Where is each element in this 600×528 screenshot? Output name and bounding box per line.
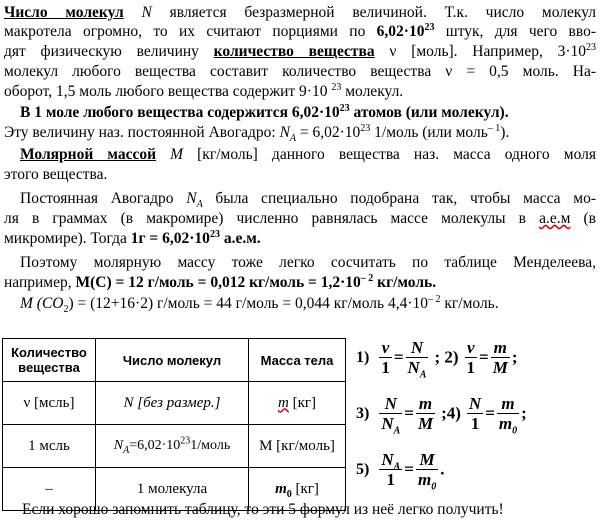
denominator: M bbox=[492, 358, 508, 377]
p2-text: = 6,02·10 bbox=[296, 124, 361, 141]
p1-text: штук, для чего вво- bbox=[434, 23, 596, 40]
p1-text: молекул любого вещества составит количество вещества ν = 0,5 моль. На- bbox=[4, 63, 596, 80]
denominator: $m_0$ bbox=[417, 470, 437, 493]
quantities-table bbox=[2, 338, 346, 511]
subscript: A bbox=[196, 199, 203, 211]
exponent: 23 bbox=[360, 122, 371, 134]
p4-text: была специально подобрана так, чтобы масса мо- bbox=[202, 190, 596, 207]
numerator: m bbox=[497, 394, 519, 414]
p2-line1 bbox=[20, 103, 509, 122]
exponent: – 2 bbox=[360, 272, 374, 284]
denominator: 1 bbox=[381, 358, 390, 377]
fraction bbox=[465, 338, 478, 377]
fraction bbox=[416, 394, 435, 433]
symbol-N: N bbox=[279, 124, 290, 141]
denominator: $m_0$ bbox=[498, 414, 518, 437]
table-cell bbox=[96, 425, 249, 468]
p4-text: (в bbox=[570, 210, 597, 227]
p1-text: оборот, 1,5 моль любого вещества содержит 9·10 bbox=[4, 83, 332, 100]
p1-text: молекул. bbox=[341, 83, 404, 100]
gram-amu-relation: 1г = 6,02·10 bbox=[130, 230, 210, 247]
table-cell: ν [мсль] bbox=[3, 382, 96, 425]
cell-text: [кг] bbox=[291, 480, 319, 497]
table-header-row bbox=[3, 339, 346, 382]
fraction bbox=[497, 394, 519, 437]
exponent: 23 bbox=[424, 21, 435, 33]
p4-line2 bbox=[4, 209, 596, 228]
exponent: 23 bbox=[331, 81, 342, 93]
amu-term: а.е.м bbox=[539, 210, 571, 227]
p3-line1 bbox=[20, 145, 596, 164]
numerator: N bbox=[406, 338, 429, 358]
table-cell: N [без размер.] bbox=[96, 382, 249, 425]
p1-text: ν [моль]. Например, 3·10 bbox=[374, 43, 586, 60]
p4-text: Постоянная Авогадро bbox=[20, 190, 187, 207]
symbol-N: N bbox=[141, 4, 152, 21]
p1-text: макротела огромно, то их считают порциями по bbox=[4, 23, 377, 40]
p5-line2 bbox=[4, 273, 436, 292]
subscript: 2 bbox=[63, 304, 69, 316]
p4-text: микромире). Тогда bbox=[4, 230, 131, 247]
p1-line2 bbox=[4, 22, 596, 41]
p2-line2 bbox=[4, 122, 510, 145]
p3-line2 bbox=[4, 165, 107, 184]
numerator: M bbox=[416, 450, 438, 470]
denominator: 1 bbox=[386, 470, 396, 489]
formula-1-2: 1) $\frac{\nu}{1}$ = $\frac{N}{N_A}$ ; 2) $\frac{\nu}{1}$ = $\frac{m}{M}$ ; bbox=[356, 338, 518, 381]
p1-text: является безразмерной величиной. Т.к. число молекул bbox=[151, 4, 596, 21]
p5-text: кг/моль. bbox=[440, 295, 499, 312]
p1-line5 bbox=[4, 82, 403, 101]
exponent: 23 bbox=[586, 41, 596, 53]
carbon-molar-mass: M(C) = 12 г/моль = 0,012 кг/моль = 1,2·10 bbox=[75, 274, 361, 291]
fraction bbox=[491, 338, 510, 377]
term-amount-of-substance: количество вещества bbox=[213, 43, 375, 60]
p2-text: Эту величину наз. постоянной Авогадро: bbox=[4, 124, 280, 141]
p2-text: В 1 моле любого вещества содержится 6,02·10 bbox=[20, 104, 340, 121]
formula-label: 3) bbox=[356, 404, 370, 422]
footer-text: Если хорошо запомнить таблицу, то эти 5 формул из неё легко получить! bbox=[22, 501, 504, 518]
fraction bbox=[379, 338, 392, 377]
denominator: M bbox=[417, 414, 434, 433]
separator: ;4) bbox=[441, 403, 461, 423]
header-amount: Количество вещества bbox=[3, 339, 96, 382]
fraction bbox=[467, 394, 483, 433]
exponent: – 2 bbox=[428, 293, 441, 305]
separator: ; bbox=[511, 347, 518, 367]
p5-text: например, bbox=[4, 274, 76, 291]
table-cell: M [кг/моль] bbox=[249, 425, 346, 468]
separator: ; bbox=[521, 403, 527, 423]
subscript: A bbox=[289, 133, 297, 145]
p1-line3 bbox=[4, 42, 596, 61]
denominator: $N_A$ bbox=[381, 414, 401, 437]
p5-text: ) = (12+16·2) г/моль = 44 г/моль = 0,044 кг/моль 4,4·10 bbox=[68, 295, 429, 312]
table-cell: 1 мсль bbox=[3, 425, 96, 468]
fraction bbox=[379, 450, 402, 489]
p4-text: а.е.м. bbox=[219, 230, 261, 247]
fraction bbox=[416, 450, 438, 493]
symbol-M: M bbox=[156, 146, 184, 163]
symbol-N: N bbox=[113, 438, 124, 453]
exponent: 23 bbox=[339, 102, 350, 114]
table-row bbox=[3, 382, 346, 425]
denominator: 1 bbox=[470, 414, 480, 433]
p3-text: [кг/моль] данного вещества наз. масса одного моля bbox=[183, 146, 596, 163]
formula-label: 1) bbox=[356, 348, 370, 366]
p1-text: дят физическую величину bbox=[4, 43, 214, 60]
numerator: ν bbox=[465, 338, 478, 358]
exponent: 23 bbox=[209, 228, 220, 240]
numerator: N bbox=[379, 394, 402, 414]
header-molecules: Число молекул bbox=[96, 339, 249, 382]
table-cell: 1 молекула bbox=[96, 468, 249, 511]
p2-text: ). bbox=[500, 124, 510, 141]
term-molar-mass: Молярной массой bbox=[20, 146, 157, 163]
denominator: 1 bbox=[466, 358, 476, 377]
subscript: A bbox=[123, 444, 130, 456]
numerator: m bbox=[491, 338, 510, 358]
p5-text: Поэтому молярную массу тоже легко сосчитать по таблице Менделеева, bbox=[20, 254, 596, 271]
avogadro-portion: 6,02·10 bbox=[376, 23, 425, 40]
formula-3-4: 3) $\frac{N}{N_A}$ = $\frac{m}{M}$ ;4) $\frac{N}{1}$ = $\frac{m}{m_0}$ ; bbox=[356, 394, 527, 437]
numerator: ν bbox=[379, 338, 392, 358]
symbol-N: N bbox=[186, 190, 197, 207]
formula-label: 5) bbox=[356, 460, 370, 478]
numerator: N bbox=[468, 394, 482, 413]
p2-text: атомов (или молекул). bbox=[349, 104, 509, 121]
separator: ; 2) bbox=[434, 347, 459, 367]
table-cell: m [кг] bbox=[249, 382, 346, 425]
numerator: m bbox=[416, 394, 435, 414]
table-row bbox=[3, 425, 346, 468]
p2-text: 1/моль (или моль bbox=[370, 124, 488, 141]
fraction bbox=[379, 394, 402, 437]
p5-line1 bbox=[20, 253, 596, 272]
denominator: $N_A$ bbox=[407, 358, 427, 381]
numerator: $N_A$ bbox=[381, 450, 401, 473]
formulas-block bbox=[356, 338, 596, 498]
exponent: – 1 bbox=[487, 122, 501, 134]
separator: . bbox=[440, 459, 445, 479]
p1-line4 bbox=[4, 62, 596, 81]
p5-text: кг/моль. bbox=[373, 274, 437, 291]
fraction bbox=[406, 338, 429, 381]
subscript: 0 bbox=[286, 488, 292, 500]
p4-line1 bbox=[20, 189, 596, 211]
table-cell: – bbox=[3, 468, 96, 511]
p5-line3 bbox=[20, 293, 499, 316]
term-molecule-number: Число молекул bbox=[4, 4, 124, 21]
p1-line1 bbox=[4, 3, 596, 22]
co2-molar-mass: M (CO bbox=[20, 295, 64, 312]
formula-5: 5) $\frac{N_A}{1}$ = $\frac{M}{m_0}$ . bbox=[356, 450, 445, 493]
cell-text: 1/моль bbox=[190, 438, 231, 453]
p4-text: ля в граммах (в макромире) численно равнялась массе молекулы в bbox=[4, 210, 540, 227]
symbol-m: m bbox=[275, 480, 287, 497]
p4-line3 bbox=[4, 229, 261, 248]
p3-text: этого вещества. bbox=[4, 166, 108, 183]
header-mass: Масса тела bbox=[249, 339, 346, 382]
cell-text: =6,02·10 bbox=[129, 438, 181, 453]
exponent: 23 bbox=[180, 435, 191, 447]
